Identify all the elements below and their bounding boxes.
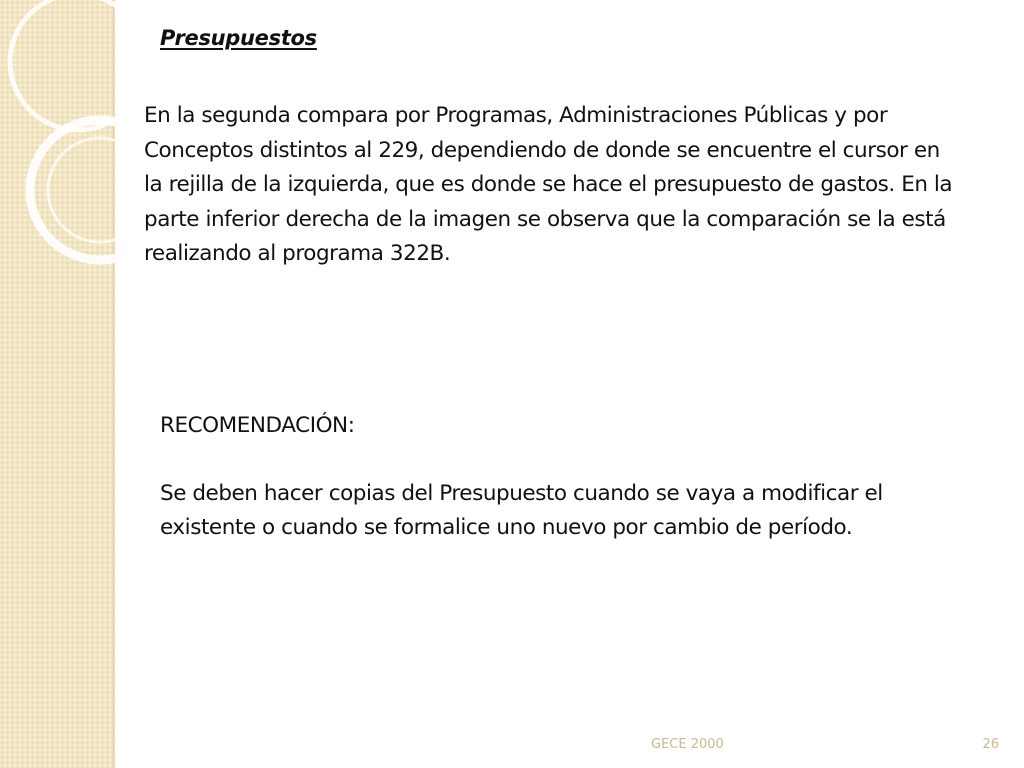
slide-title: Presupuestos	[160, 26, 317, 50]
ring-top	[10, 0, 116, 130]
footer-label: GECE 2000	[651, 737, 724, 752]
recommendation-block	[160, 409, 980, 545]
decorative-rings	[0, 0, 116, 330]
body-paragraph-block	[144, 99, 964, 272]
ring-middle	[30, 120, 116, 260]
recommendation-text: Se deben hacer copias del Presupuesto cuando se vaya a modificar el existente o cuando se formalice uno nuevo por cambio de período.	[160, 481, 883, 540]
ring-inner	[48, 138, 116, 242]
recommendation-heading: RECOMENDACIÓN:	[160, 413, 355, 438]
page-number: 26	[982, 737, 999, 752]
body-paragraph: En la segunda compara por Programas, Administraciones Públicas y por Conceptos distintos al 229, dependiendo de donde se encuentre el cursor en la rejilla de la izquierda, que es donde se hace el presupuesto de gastos. En la parte inferior derecha de la imagen se observa que la comparación se la está realizando al programa 322B.	[144, 103, 953, 266]
